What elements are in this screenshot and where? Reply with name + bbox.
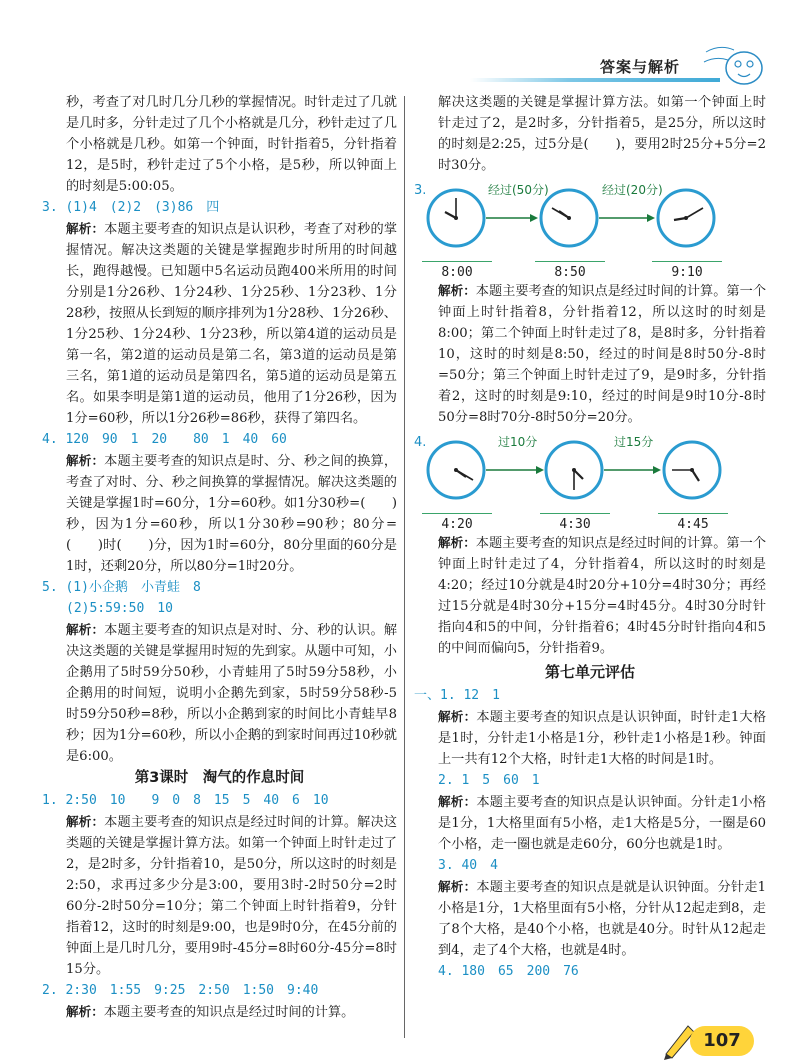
question-number: 3. (414, 183, 427, 198)
clock-figures (414, 178, 766, 262)
clock-time-label: 9:10 (652, 261, 722, 283)
answer-unit-q3: 3. 40 4 (438, 858, 498, 873)
clock-diagram-q3 (414, 178, 766, 280)
explanation-label: 解析： (438, 283, 476, 298)
explanation-q3 (414, 280, 766, 428)
explanation-label: 解析： (438, 709, 477, 724)
clock-icon (664, 442, 720, 498)
explanation-label: 解析： (66, 814, 105, 829)
clock-time-label: 8:00 (422, 261, 492, 283)
explanation-q4 (414, 532, 766, 659)
arrow-label: 过10分 (498, 435, 538, 449)
clock-icon (658, 190, 714, 246)
answer-q4: 4. 120 90 1 20 80 1 40 60 (42, 432, 287, 447)
explanation-label: 解析： (438, 879, 477, 894)
answer-unit-q4: 4. 180 65 200 76 (438, 964, 579, 979)
explanation-unit-q1 (414, 706, 766, 770)
arrow-label: 经过(20分) (602, 183, 663, 197)
cartoon-logo-icon (700, 42, 772, 90)
clock-time-label: 8:50 (535, 261, 605, 283)
continued-explanation: 秒，考查了对几时几分几秒的掌握情况。时针走过了几就是几时多，分针走过了几个小格就是几分，秒针走过了几个小格就是几秒。如第一个钟面，时针指着5，分针指着12，是5时，秒针走过了5个小格，是5秒，所以钟面上的时刻是5:00:05。 (66, 95, 397, 194)
answer-unit-q1: 一、1. 12 1 (414, 688, 500, 703)
lesson-title: 第3课时 淘气的作息时间 (134, 770, 305, 786)
page-header (0, 0, 800, 92)
column-divider (404, 96, 405, 1038)
explanation-label: 解析： (438, 535, 476, 550)
explanation-text: 本题主要考查的知识点是经过时间的计算。解决这类题的关键是掌握计算方法。如第一个钟面上时针走过了2，是2时多，分针指着10，是50分，所以这时的时刻是2:50，求再过多少分是3:00，要用3时-2时50分=2时60分-2时50分=10分；第二个钟面上时针指着9，分针指着12，这时的时刻是9:00，也是9时0分，在45分前的钟面上是几时几分，要用9时-45分=8时60分-45分=8时15分。 (66, 815, 398, 977)
explanation-text: 本题主要考查的知识点是经过时间的计算。 (103, 1005, 355, 1020)
explanation-lesson-q1 (42, 811, 397, 980)
answer-lesson-q1: 1. 2:50 10 9 0 8 15 5 40 6 10 (42, 793, 329, 808)
clock-icon (428, 190, 484, 246)
answer-q5-part1: 5. (1)小企鹅 小青蛙 8 (42, 580, 201, 595)
clock-icon (541, 190, 597, 246)
left-column (42, 92, 397, 1023)
clock-time-label: 4:45 (658, 513, 728, 535)
explanation-label: 解析： (66, 453, 105, 468)
clock-figures (414, 430, 766, 514)
explanation-text: 本题主要考查的知识点是经过时间的计算。第一个钟面上时针指着8，分针指着12，所以这时的时刻是8:00；第二个钟面上时针走过了8，是8时多，分针指着10，这时的时刻是8:50，经过的时间是8时50分-8时=50分；第三个钟面上时针走过了9，是9时多，分针指着2，这时的时刻是9:10，经过的时间是9时10分-8时50分=8时70分-8时50分=20分。 (438, 284, 767, 425)
right-column (414, 92, 766, 982)
header-title: 答案与解析 (600, 58, 681, 76)
clock-time-label: 4:30 (540, 513, 610, 535)
clock-time-label: 4:20 (422, 513, 492, 535)
answer-q5-part2: (2)5:59:50 10 (66, 601, 173, 616)
explanation-lesson-q2 (42, 1001, 397, 1023)
explanation-label: 解析： (66, 622, 105, 637)
page-number-badge (660, 1020, 800, 1064)
unit-title: 第七单元评估 (544, 663, 635, 681)
explanation-text: 本题主要考查的知识点是经过时间的计算。第一个钟面上时针走过了4，分针指着4，所以这时的时刻是4:20；经过10分就是4时20分+10分=4时30分；再经过15分就是4时30分+15分=4时45分。4时30分时针指向4和5的中间，分针指着6；4时45分时针指向4和5的中间而偏向5，分针指着9。 (438, 536, 767, 656)
clock-icon (546, 442, 602, 498)
explanation-text: 本题主要考查的知识点是认识秒，考查了对秒的掌握情况。解决这类题的关键是掌握跑步时所用的时间越长，跑得越慢。已知题中5名运动员跑400米所用的时间分别是1分26秒、1分24秒、1分25秒、1分23秒、1分28秒，按照从长到短的顺序排列为1分28秒、1分26秒、1分25秒、1分24秒、1分23秒，所以第4道的运动员是第一名，第2道的运动员是第二名，第3道的运动员是第三名，第1道的运动员是第四名，第5道的运动员是第五名。如果李明是第1道的运动员，他用了1分26秒，因为1分=60秒，所以1分26秒=86秒，获得了第四名。 (66, 222, 398, 426)
explanation-label: 解析： (66, 221, 105, 236)
explanation-text: 本题主要考查的知识点是时、分、秒之间的换算，考查了对时、分、秒之间换算的掌握情况。解决这类题的关键是掌握1时=60分，1分=60秒。如1分30秒=( )秒，因为1分=60秒，所以1分30秒=90秒；80分=( )时( )分，因为1时=60分，80分里面的60分是1时，还剩20分，所以80分=1时20分。 (66, 454, 398, 574)
explanation-unit-q2 (414, 791, 766, 855)
explanation-text: 本题主要考查的知识点是对时、分、秒的认识。解决这类题的关键是掌握用时短的先到家。从题中可知，小企鹅用了5时59分50秒，小青蛙用了5时59分58秒，小企鹅用的时间短，说明小企鹅先到家，5时59分58秒-5时59分50秒=8秒，所以小企鹅到家的时间比小青蛙早8秒；因为1分=60秒，所以小企鹅的到家时间再过10秒就是6:00。 (66, 623, 398, 764)
explanation-label: 解析： (438, 794, 477, 809)
explanation-q4 (42, 450, 397, 577)
question-number: 4. (414, 435, 427, 450)
explanation-text: 本题主要考查的知识点是认识钟面。分针走1小格是1分，1大格里面有5小格，走1大格是5分，一圈是60个小格，走一圈也就是走60分，60分也就是1时。 (438, 795, 767, 852)
continued-explanation: 解决这类题的关键是掌握计算方法。如第一个钟面上时针走过了2，是2时多，分针指着5，是25分，所以这时的时刻是2:25，过5分是( )，要用2时25分+5分=2时30分。 (438, 95, 766, 173)
header-rule (470, 78, 720, 82)
explanation-text: 本题主要考查的知识点是就是认识钟面。分针走1小格是1分，1大格里面有5小格，分针从12起走到8，走了8个大格，是40个小格，也就是40分。时针从12起走到4，走了4个大格，也就是4时。 (438, 880, 767, 958)
clock-icon (428, 442, 484, 498)
arrow-label: 过15分 (614, 435, 654, 449)
answer-unit-q2: 2. 1 5 60 1 (438, 773, 540, 788)
answer-lesson-q2: 2. 2:30 1:55 9:25 2:50 1:50 9:40 (42, 983, 319, 998)
clock-diagram-q4 (414, 430, 766, 532)
arrow-label: 经过(50分) (488, 183, 549, 197)
answer-q3: 3. (1)4 (2)2 (3)86 四 (42, 200, 220, 215)
explanation-q3 (42, 218, 397, 429)
explanation-label: 解析： (66, 1004, 104, 1019)
explanation-unit-q3 (414, 876, 766, 961)
explanation-q5 (42, 619, 397, 767)
explanation-text: 本题主要考查的知识点是认识钟面，时针走1大格是1时，分针走1小格是1分，秒针走1小格是1秒。钟面上一共有12个大格，时针走1大格的时间是1时。 (438, 710, 767, 767)
page-number: 107 (690, 1026, 754, 1056)
